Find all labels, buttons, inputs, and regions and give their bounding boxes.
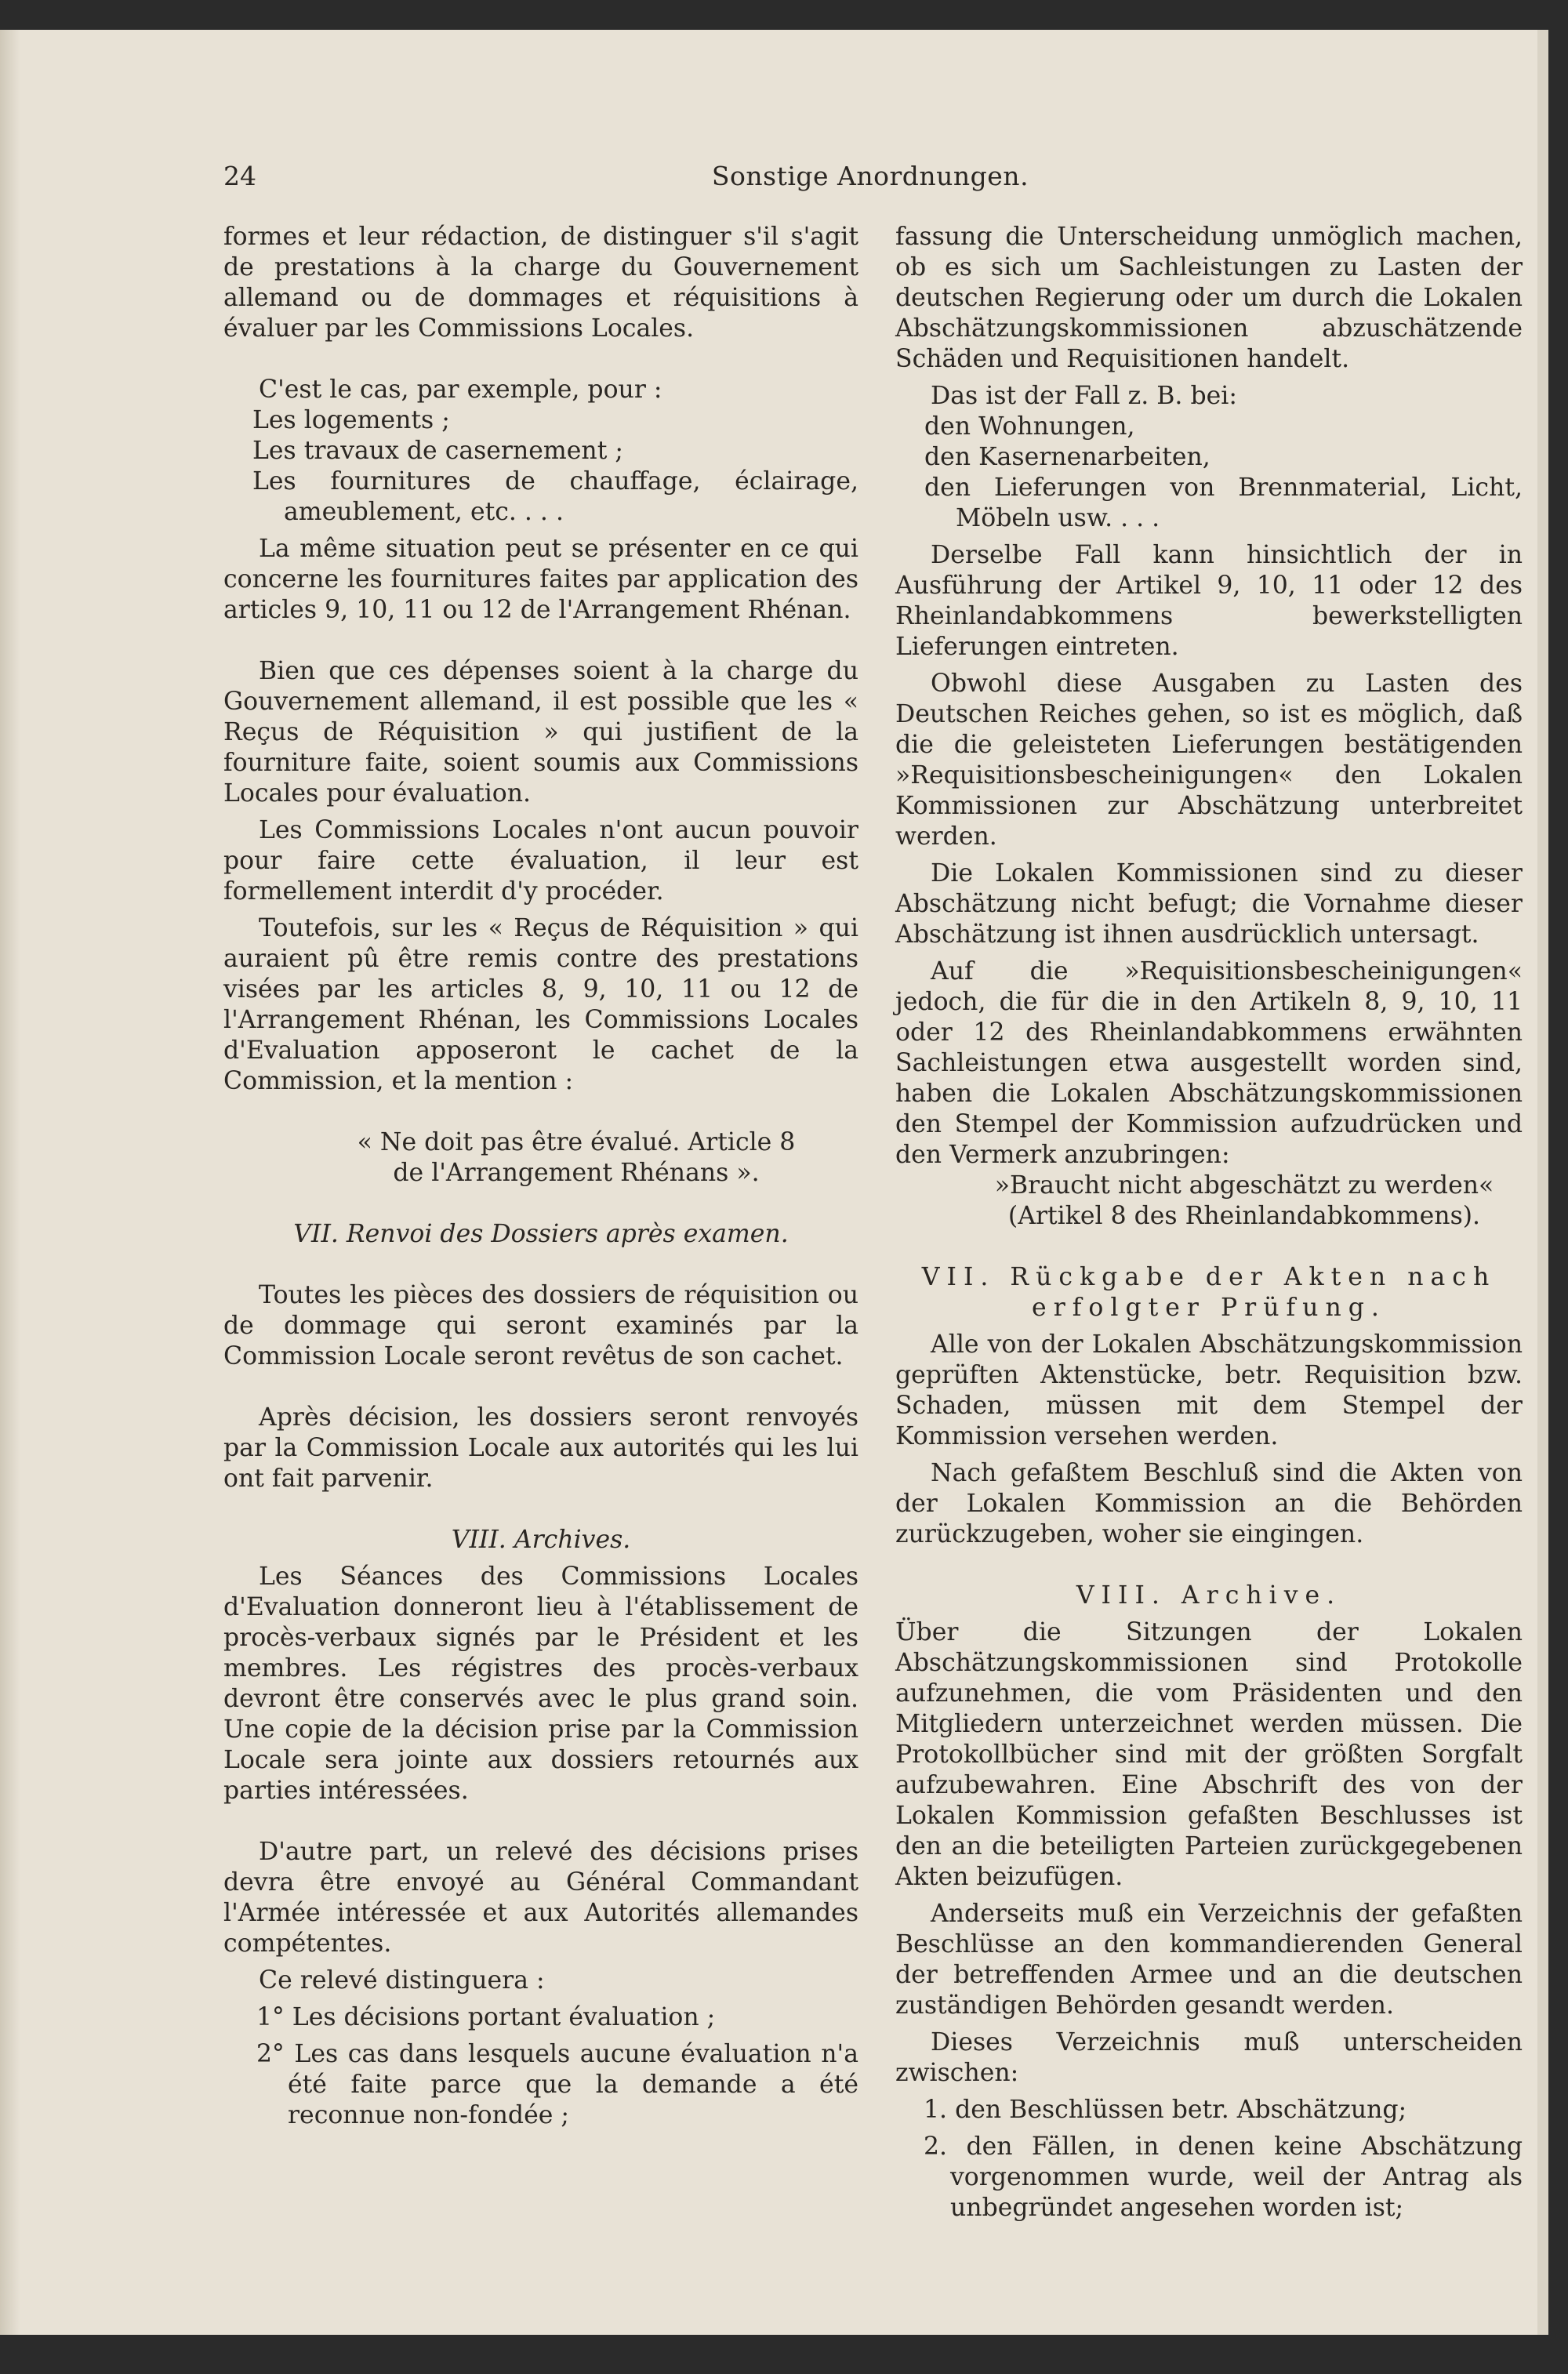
numbered-item: 1° Les décisions portant évaluation ; — [256, 2003, 716, 2031]
section-heading: VIII. Archives. — [451, 1526, 631, 1554]
page-number: 24 — [223, 161, 256, 191]
list-item: den Wohnungen, — [924, 412, 1135, 441]
paragraph: Auf die »Requisitionsbescheinigungen« jedoch, die für die in den Artikeln 8, 9, 10, 11 oder 12 des Rheinlandabkommens erwähnten Sachleistungen etwa ausgestellt worden sind, haben die Lokalen Abschätzungskommissionen den Stempel der Kommission aufzudrücken und den Vermerk anzubringen: — [895, 957, 1523, 1169]
paragraph: Derselbe Fall kann hinsichtlich der in Ausführung der Artikel 9, 10, 11 oder 12 des Rheinlandabkommens bewerkstelligten Lieferungen eintreten. — [895, 541, 1523, 661]
paragraph: Obwohl diese Ausgaben zu Lasten des Deutschen Reiches gehen, so ist es möglich, daß die die geleisteten Lieferungen bestätigenden »Requisitionsbescheinigungen« den Lokalen Kommissionen zur Abschätzung unterbreitet werden. — [895, 670, 1523, 851]
paragraph: Dieses Verzeichnis muß unterscheiden zwischen: — [895, 2028, 1523, 2087]
paragraph: Les Commissions Locales n'ont aucun pouvoir pour faire cette évaluation, il leur est formellement interdit d'y procéder. — [223, 816, 858, 906]
section-heading: VII. Renvoi des Dossiers après examen. — [293, 1220, 789, 1248]
list-item: den Kasernenarbeiten, — [924, 443, 1210, 471]
list-item: Les fournitures de chauffage, éclairage, ameublement, etc. . . . — [252, 467, 858, 526]
german-column — [895, 222, 1523, 2223]
list-item: Les travaux de casernement ; — [252, 437, 623, 465]
page-gutter — [0, 30, 20, 2335]
quote-line: de l'Arrangement Rhénans ». — [393, 1159, 760, 1187]
paragraph: Les Séances des Commissions Locales d'Evaluation donneront lieu à l'établissement de procès-verbaux signés par le Président et les membres. Les régistres des procès-verbaux devront être conservés avec le plus grand soin. Une copie de la décision prise par la Commission Locale sera jointe aux dossiers retournés aux parties intéressées. — [223, 1563, 858, 1805]
french-column — [223, 222, 858, 2131]
section-heading: VIII. Archive. — [1076, 1581, 1342, 1610]
paragraph: La même situation peut se présenter en ce qui concerne les fournitures faites par application des articles 9, 10, 11 ou 12 de l'Arrangement Rhénan. — [223, 535, 858, 624]
paragraph: Après décision, les dossiers seront renvoyés par la Commission Locale aux autorités qui les lui ont fait parvenir. — [223, 1403, 858, 1493]
paragraph: C'est le cas, par exemple, pour : — [259, 376, 662, 404]
paragraph: Bien que ces dépenses soient à la charge du Gouvernement allemand, il est possible que les « Reçus de Réquisition » qui justifient de la fourniture faite, soient soumis aux Commissions Locales pour évaluation. — [223, 657, 858, 808]
paragraph: formes et leur rédaction, de distinguer s'il s'agit de prestations à la charge du Gouvernement allemand ou de dommages et réquisitions à évaluer par les Commissions Locales. — [223, 223, 858, 343]
quote-line: (Artikel 8 des Rheinlandabkommens). — [1007, 1202, 1481, 1230]
paragraph: Toutefois, sur les « Reçus de Réquisition » qui auraient pû être remis contre des prestations visées par les articles 8, 9, 10, 11 ou 12 de l'Arrangement Rhénan, les Commissions Locales d'Evaluation apposeront le cachet de la Commission, et la mention : — [223, 914, 858, 1095]
list-item: Les logements ; — [252, 406, 450, 434]
paragraph: Toutes les pièces des dossiers de réquisition ou de dommage qui seront examinés par la Commission Locale seront revêtus de son cachet. — [223, 1281, 858, 1370]
list-item: den Lieferungen von Brennmaterial, Licht, Möbeln usw. . . . — [924, 474, 1523, 532]
paragraph: Anderseits muß ein Verzeichnis der gefaßten Beschlüsse an den kommandierenden General der betreffenden Armee und an die deutschen zuständigen Behörden gesandt werden. — [895, 1900, 1523, 2020]
paragraph: Ce relevé distinguera : — [259, 1966, 545, 1995]
paragraph: Alle von der Lokalen Abschätzungskommission geprüften Aktenstücke, betr. Requisition bzw. Schaden, müssen mit dem Stempel der Kommission versehen werden. — [895, 1330, 1523, 1450]
numbered-item: 2° Les cas dans lesquels aucune évaluation n'a été faite parce que la demande a été reconnue non-fondée ; — [256, 2040, 858, 2129]
quote-line: « Ne doit pas être évalué. Article 8 — [357, 1128, 796, 1156]
paragraph: Nach gefaßtem Beschluß sind die Akten von der Lokalen Kommission an die Behörden zurückzugeben, woher sie eingingen. — [895, 1459, 1523, 1548]
page-header — [223, 161, 1517, 200]
paragraph: fassung die Unterscheidung unmöglich machen, ob es sich um Sachleistungen zu Lasten der deutschen Regierung oder um durch die Lokalen Abschätzungskommissionen abzuschätzende Schäden und Requisitionen handelt. — [895, 223, 1523, 373]
paragraph: Die Lokalen Kommissionen sind zu dieser Abschätzung nicht befugt; die Vornahme dieser Abschätzung ist ihnen ausdrücklich untersagt. — [895, 859, 1523, 949]
quote-line: »Braucht nicht abgeschätzt zu werden« — [994, 1171, 1494, 1200]
paragraph: D'autre part, un relevé des décisions prises devra être envoyé au Général Commandant l'Armée intéressée et aux Autorités allemandes compétentes. — [223, 1838, 858, 1958]
numbered-item: 1. den Beschlüssen betr. Abschätzung; — [924, 2096, 1407, 2124]
paragraph: Über die Sitzungen der Lokalen Abschätzungskommissionen sind Protokolle aufzunehmen, die vom Präsidenten und den Mitgliedern unterzeichnet werden müssen. Die Protokollbücher sind mit der größten Sorgfalt aufzubewahren. Eine Abschrift des von der Lokalen Kommission gefaßten Beschlusses ist den an die beteiligten Parteien zurückgegebenen Akten beizufügen. — [895, 1618, 1523, 1891]
numbered-item: 2. den Fällen, in denen keine Abschätzung vorgenommen wurde, weil der Antrag als unbegründet angesehen worden ist; — [924, 2133, 1523, 2222]
paragraph: Das ist der Fall z. B. bei: — [931, 382, 1237, 410]
running-head: Sonstige Anordnungen. — [711, 161, 1029, 191]
section-heading: VII. Rückgabe der Akten nach erfolgter Prüfung. — [921, 1263, 1497, 1322]
